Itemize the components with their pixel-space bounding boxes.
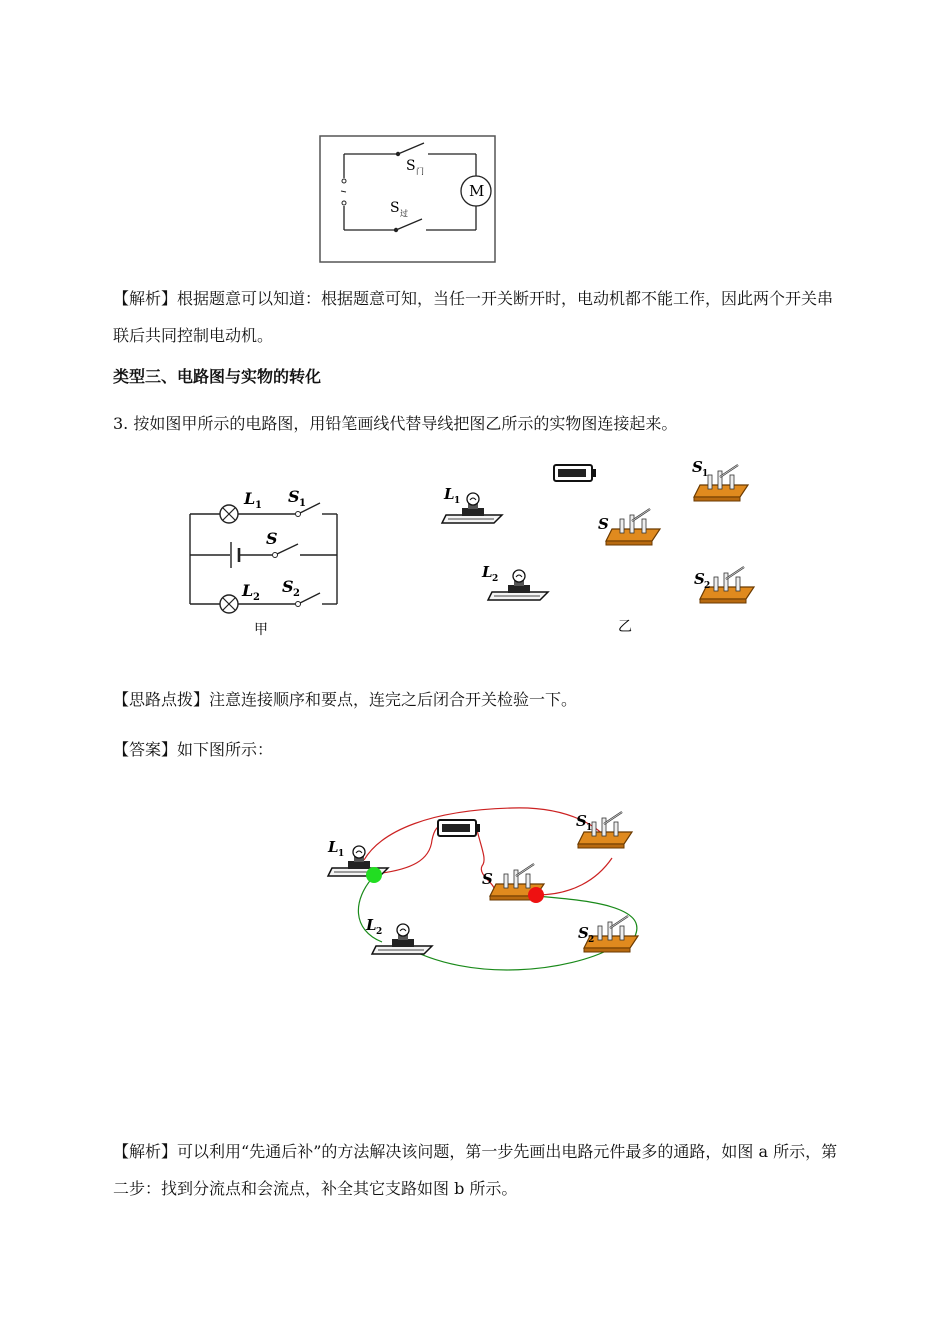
wire-green-2 [402,945,612,970]
svg-text:L: L [242,581,254,600]
svg-text:S: S [482,870,493,888]
physical-components-yi [430,455,770,640]
svg-text:1: 1 [586,823,593,833]
junction-green-dot [366,867,382,883]
svg-text:S: S [598,515,609,533]
svg-text:S: S [694,570,705,588]
hint-paragraph [113,681,843,718]
wire-red-2 [374,826,444,874]
switch-top-sub: 门 [416,167,424,176]
svg-text:L: L [482,563,493,581]
switch-top-label: S [406,158,416,174]
svg-text:S: S [578,924,589,942]
svg-text:2: 2 [704,581,711,591]
svg-text:1: 1 [299,498,306,509]
section-heading: 类型三、电路图与实物的转化 [113,367,322,386]
answer-switch-S2 [584,916,638,952]
svg-text:2: 2 [253,592,260,603]
svg-text:2: 2 [376,927,383,937]
svg-text:L: L [444,485,455,503]
wire-red-4 [536,858,612,895]
analysis-paragraph-2 [113,1133,843,1207]
motor-circuit-diagram [318,134,498,264]
svg-text:S: S [288,487,300,506]
analysis-tag-2: 【解析】 [113,1142,178,1161]
svg-text:S: S [282,577,294,596]
svg-text:1: 1 [454,496,461,506]
svg-text:1: 1 [255,500,262,511]
analysis-paragraph-1 [113,280,843,354]
switch-S [606,509,660,545]
switch-bottom-label: S [390,200,400,216]
svg-text:2: 2 [492,574,499,584]
svg-text:1: 1 [702,469,709,479]
caption-jia: 甲 [254,622,268,638]
motor-label: M [469,182,485,200]
svg-text:L: L [366,916,377,934]
answer-wiring-diagram [322,800,652,980]
wire-red-1 [364,808,607,860]
battery-component [554,465,596,481]
svg-text:S: S [576,812,587,830]
answer-paragraph [113,731,843,768]
junction-red-dot [528,887,544,903]
svg-text:L: L [244,489,256,508]
switch-bottom-sub: 过 [400,209,408,218]
caption-yi: 乙 [618,619,632,635]
hint-text: 注意连接顺序和要点，连完之后闭合开关检验一下。 [209,690,578,709]
svg-text:L: L [328,838,339,856]
schematic-jia [182,480,347,640]
question-3: 3. 按如图甲所示的电路图，用铅笔画线代替导线把图乙所示的实物图连接起来。 [113,414,678,433]
answer-text: 如下图所示： [177,740,274,759]
svg-text:S: S [266,529,278,548]
analysis-text: 根据题意可以知道：根据题意可知，当任一开关断开时，电动机都不能工作，因此两个开关串联后共同控制电动机。 [113,289,834,345]
svg-text:S: S [692,458,703,476]
hint-tag: 【思路点拨】 [113,690,210,709]
analysis-text-2: 可以利用“先通后补”的方法解决该问题，第一步先画出电路元件最多的通路，如图 a 所示，第二步：找到分流点和会流点，补全其它支路如图 b 所示。 [113,1142,838,1198]
answer-tag: 【答案】 [113,740,178,759]
svg-text:2: 2 [293,588,300,599]
analysis-tag: 【解析】 [113,289,178,308]
svg-text:2: 2 [588,935,595,945]
svg-text:1: 1 [338,849,345,859]
answer-battery [438,820,480,836]
